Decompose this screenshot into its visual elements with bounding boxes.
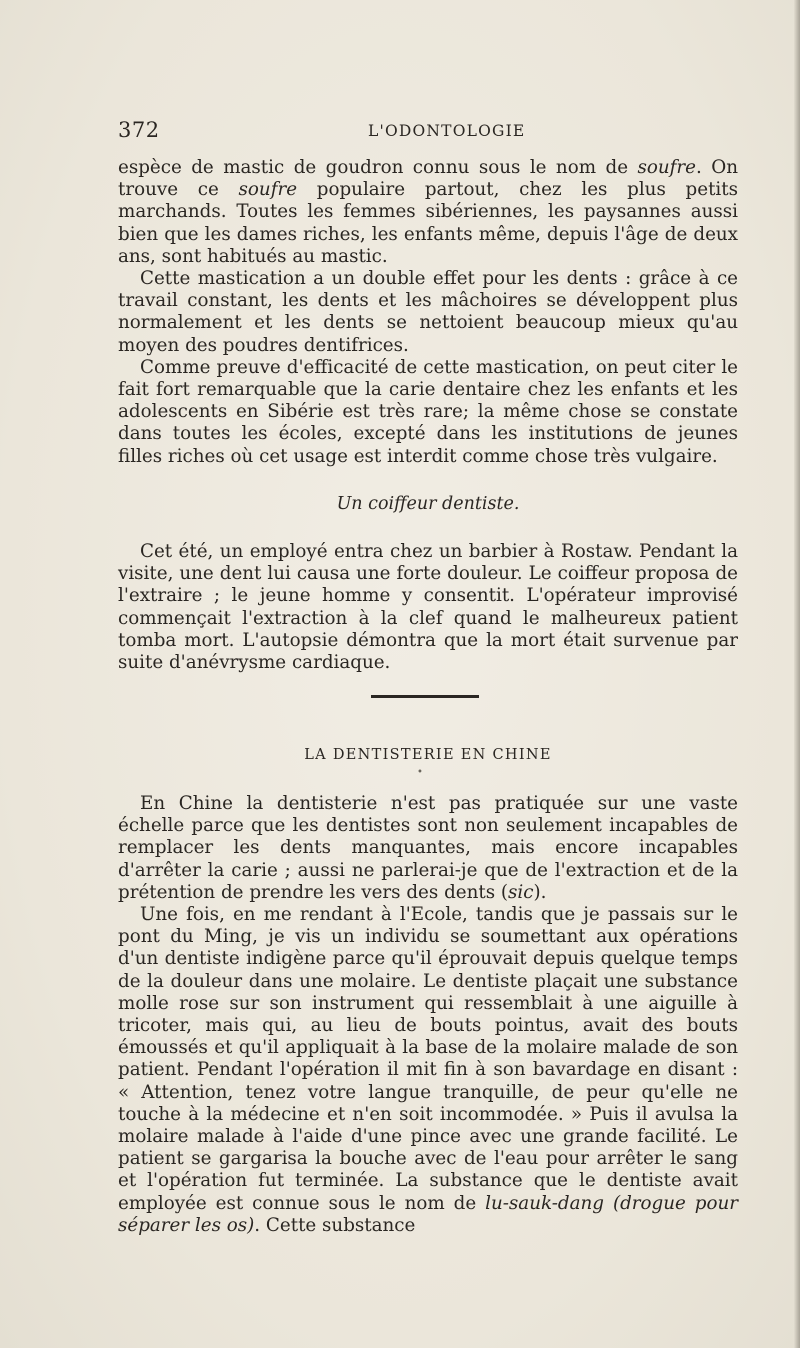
- text-run: populaire partout, chez les plus petits marchands. Toutes les femmes sibériennes, les paysannes aussi bien que les dames riches, les enfants même, depuis l'âge de deux ans, sont habitués au mastic.: [118, 179, 738, 267]
- paragraph: [118, 904, 738, 1237]
- paragraph: Cette mastication a un double effet pour les dents : grâce à ce travail constant, les dents et les mâchoires se développent plus normalement et les dents se nettoient beaucoup mieux qu'au moyen des poudres dentifrices.: [118, 268, 738, 356]
- text-block-mastic: [118, 157, 738, 468]
- running-title: L'ODONTOLOGIE: [368, 122, 526, 140]
- text-run: Une fois, en me rendant à l'Ecole, tandis que je passais sur le pont du Ming, je vis un individu se soumettant aux opérations d'un dentiste indigène parce qu'il éprouvait depuis quelque temps de la douleur dans une molaire. Le dentiste plaçait une substance molle rose sur son instrument qui ressemblait à une aiguille à tricoter, mais qui, au lieu de bouts pointus, avait des bouts émoussés et qu'il appliquait à la base de la molaire malade de son patient. Pendant l'opération il mit fin à son bavardage en disant : « Attention, tenez votre langue tranquille, de peur qu'elle ne touche à la médecine et n'en soit incommodée. » Puis il avulsa la molaire malade à l'aide d'une pince avec une grande facilité. Le patient se gargarisa la bouche avec de l'eau pour arrêter le sang et l'opération fut terminée. La substance que le dentiste avait employée est connue sous le nom de: [118, 904, 738, 1214]
- paragraph: [118, 157, 738, 268]
- paragraph: [118, 793, 738, 904]
- italic-term: lu-sauk-dang (drogue pour séparer les os): [118, 1192, 738, 1236]
- text-run: En Chine la dentisterie n'est pas pratiquée sur une vaste échelle parce que les dentistes sont non seulement incapables de remplacer les dents manquantes, mais encore incapables d'arrêter la carie ; aussi ne parlerai-je que de l'extraction et de la prétention de prendre les vers des dents (: [118, 793, 738, 903]
- italic-term: sic: [508, 881, 534, 903]
- bullet-mark: •: [417, 767, 423, 778]
- subheading: Un coiffeur dentiste.: [336, 494, 520, 514]
- text-run: . On trouve ce: [118, 157, 738, 201]
- text-run: . Cette substance: [254, 1214, 416, 1236]
- paragraph: Cet été, un employé entra chez un barbier à Rostaw. Pendant la visite, une dent lui causa une forte douleur. Le coiffeur proposa de l'extraire ; le jeune homme y consentit. L'opérateur improvisé commençait l'extraction à la clef quand le malheureux patient tomba mort. L'autopsie démontra que la mort était survenue par suite d'anévrysme cardiaque.: [118, 541, 738, 674]
- text-block-chine: [118, 793, 738, 1237]
- italic-term: soufre: [238, 179, 298, 201]
- paragraph: Comme preuve d'efficacité de cette mastication, on peut citer le fait fort remarquable que la carie dentaire chez les enfants et les adolescents en Sibérie est très rare; la même chose se constate dans toutes les écoles, excepté dans les institutions de jeunes filles riches où cet usage est interdit comme chose très vulgaire.: [118, 356, 738, 467]
- page-edge-shadow: [794, 0, 800, 1348]
- text-run: espèce de mastic de goudron connu sous le nom de: [118, 157, 638, 178]
- section-divider: [371, 695, 479, 698]
- text-block-coiffeur: [118, 541, 738, 674]
- page-header: [118, 118, 738, 148]
- page-number: 372: [118, 118, 160, 142]
- italic-term: soufre: [637, 157, 696, 178]
- section-title: LA DENTISTERIE EN CHINE: [304, 747, 552, 763]
- text-run: ).: [533, 881, 547, 903]
